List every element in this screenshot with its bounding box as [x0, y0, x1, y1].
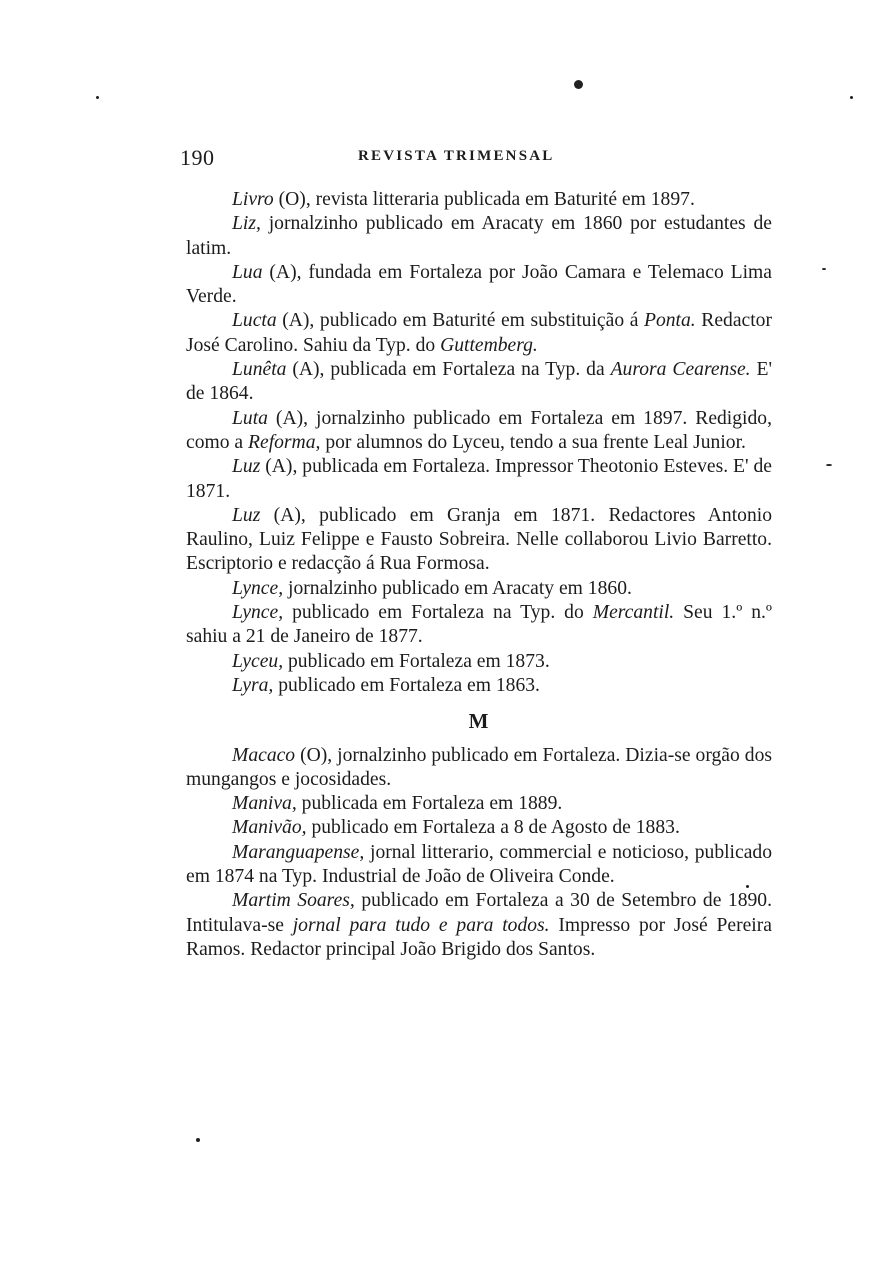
- entry-lua: [186, 261, 772, 310]
- printer-ornament: [574, 80, 583, 89]
- entry-title: Maranguapense,: [232, 841, 365, 863]
- entry-text: jornal litterario, commercial e noticioso, publicado em 1874 na Typ. Industrial de João de Oliveira Conde.: [186, 841, 772, 888]
- entry-text: jornalzinho publicado em Aracaty em 1860 por estudantes de latim.: [186, 213, 772, 259]
- entry-text-2: Seu 1.º n.º sahiu a 21 de Janeiro de 1877.: [186, 602, 772, 648]
- entry-title: Luta: [232, 407, 268, 429]
- entry-title-2: Reforma,: [248, 431, 321, 453]
- scan-speck: [196, 1138, 200, 1142]
- entry-title: Maniva,: [232, 793, 297, 815]
- entry-text: publicado em Fortaleza a 30 de Setembro de 1890. Intitulava-se: [186, 890, 772, 936]
- entry-luz-2: [186, 504, 772, 577]
- body-text: [186, 188, 772, 962]
- entry-text: publicado em Fortaleza em 1873.: [283, 650, 550, 672]
- entry-text: publicado em Fortaleza em 1863.: [273, 674, 540, 696]
- entry-macaco: [186, 744, 772, 793]
- entry-title-2: jornal para tudo e para todos.: [292, 914, 550, 936]
- entry-maniva: [186, 792, 772, 816]
- entry-maranguapense: [186, 841, 772, 890]
- entry-livro: [186, 188, 772, 212]
- entry-title: Manivão,: [232, 817, 307, 839]
- entry-title-2: Aurora Cearense.: [610, 359, 751, 381]
- entry-title: Liz,: [232, 213, 261, 235]
- entry-text-2: E' de 1864.: [186, 359, 772, 405]
- entry-text: (A), fundada em Fortaleza por João Camara e Telemaco Lima Verde.: [186, 261, 772, 308]
- entry-text: (A), publicado em Granja em 1871. Redactores Antonio Raulino, Luiz Felippe e Fausto Sobreira. Nelle collaborou Livio Barretto. Escriptorio e redacção á Rua Formosa.: [186, 504, 772, 575]
- entry-title: Livro: [232, 189, 274, 210]
- entry-luneta: [186, 358, 772, 407]
- entry-title: Lyra,: [232, 674, 274, 696]
- page-header: [180, 145, 580, 173]
- scan-speck: [96, 96, 99, 99]
- entry-text-2: Redactor José Carolino. Sahiu da Typ. do: [186, 310, 772, 356]
- entry-title: Lucta: [232, 310, 277, 332]
- page-number: 190: [180, 145, 215, 170]
- scan-speck: [850, 96, 853, 99]
- entry-text: (O), jornalzinho publicado em Fortaleza. Dizia-se orgão dos mungangos e jocosidades.: [186, 744, 772, 790]
- entry-title-2: Mercantil.: [592, 602, 675, 624]
- entry-text: (A), publicada em Fortaleza. Impressor Theotonio Esteves. E' de 1871.: [186, 456, 772, 502]
- entry-text: (O), revista litteraria publicada em Baturité em 1897.: [273, 189, 695, 210]
- entry-text-2: Impresso por José Pereira Ramos. Redactor principal João Brigido dos Santos.: [186, 914, 772, 960]
- entry-text: (A), jornalzinho publicado em Fortaleza em 1897. Redigido, como a: [186, 407, 772, 453]
- entry-title: Lynce,: [232, 577, 284, 599]
- entry-text: publicada em Fortaleza em 1889.: [296, 793, 563, 815]
- entry-text: publicado em Fortaleza a 8 de Agosto de 1883.: [306, 817, 680, 839]
- entry-lucta: [186, 309, 772, 358]
- entry-title-3: Guttemberg.: [440, 334, 538, 356]
- entry-title: Macaco: [232, 744, 296, 766]
- entry-title-2: Ponta.: [643, 310, 696, 332]
- entry-title: Lynce,: [232, 602, 284, 624]
- entry-text: (A), publicado em Baturité em substituição á: [276, 310, 644, 332]
- entry-luz-1: [186, 455, 772, 504]
- scan-speck: [826, 464, 832, 466]
- entry-lynce-1: [186, 577, 772, 601]
- running-title: REVISTA TRIMENSAL: [358, 148, 555, 164]
- entry-text: (A), publicada em Fortaleza na Typ. da: [286, 359, 611, 381]
- entry-manivao: [186, 816, 772, 840]
- scan-speck: [822, 268, 826, 270]
- section-heading-m: M: [468, 709, 490, 734]
- entry-title: Luz: [232, 504, 261, 526]
- entry-lyra: [186, 674, 772, 698]
- entry-title: Luz: [232, 456, 261, 478]
- entry-lynce-2: [186, 601, 772, 650]
- entry-title: Lua: [232, 261, 263, 283]
- entry-liz: [186, 212, 772, 261]
- entry-title: Martim Soares,: [232, 890, 355, 912]
- entry-text-2: por alumnos do Lyceu, tendo a sua frente Leal Junior.: [320, 431, 746, 453]
- entry-luta: [186, 407, 772, 456]
- entry-title: Lunêta: [232, 359, 287, 381]
- entry-martim-soares: [186, 889, 772, 962]
- entry-text: publicado em Fortaleza na Typ. do: [283, 602, 593, 624]
- entry-title: Lyceu,: [232, 650, 284, 672]
- entry-text: jornalzinho publicado em Aracaty em 1860.: [283, 577, 632, 599]
- entry-lyceu: [186, 650, 772, 674]
